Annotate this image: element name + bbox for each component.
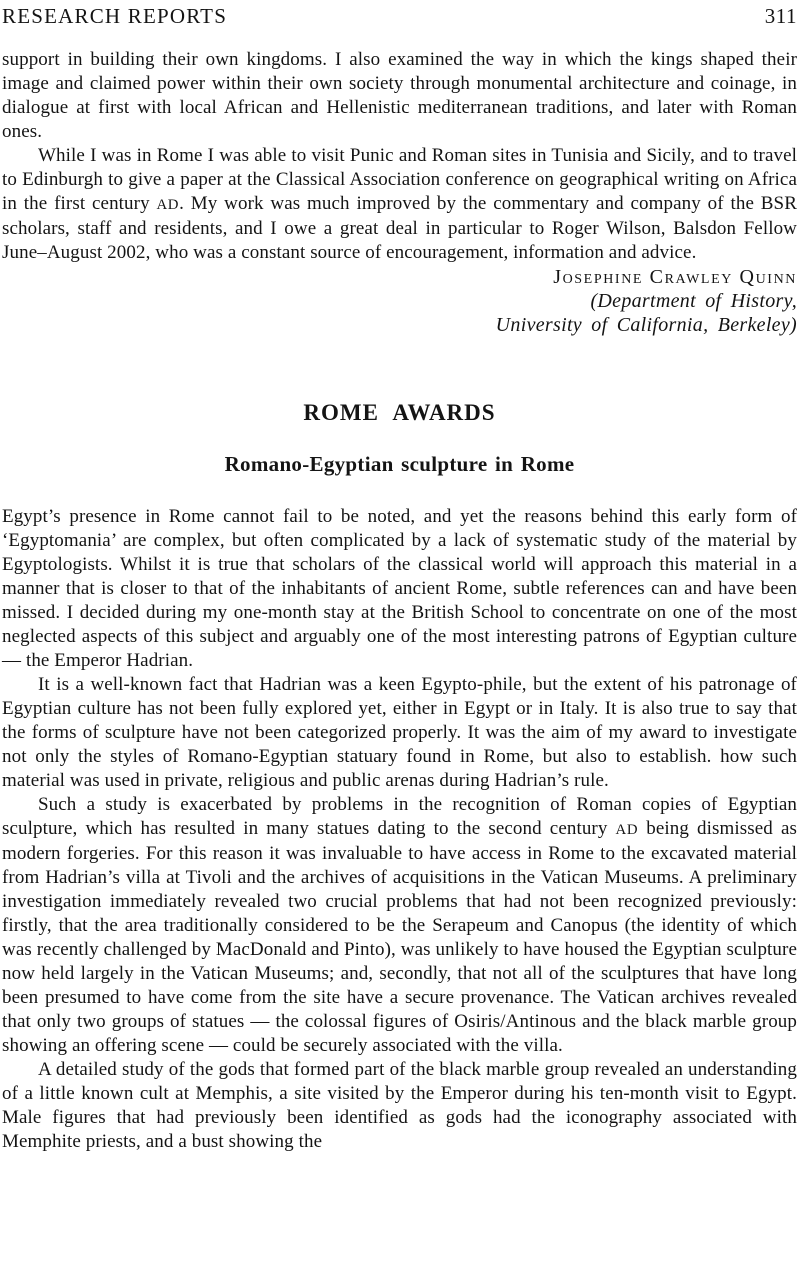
paragraph-text: A detailed study of the gods that formed part of the black marble group revealed an understanding of a little known cult at Memphis, a site visited by the Emperor during his ten-month visit to Egypt. Male figures that had previously been identified as gods had the iconography associated with Memphite priests, and a bust showing the: [2, 1059, 797, 1152]
report-conclusion-body: [2, 48, 797, 265]
paragraph-text: While I was in Rome I was able to visit Punic and Roman sites in Tunisia and Sicily, and to travel to Edinburgh to give a paper at the Classical Association conference on geographical writing on Africa in the first century: [2, 145, 797, 214]
running-header: [2, 4, 797, 28]
paragraph: [2, 505, 797, 673]
paragraph: [2, 1058, 797, 1154]
page-number: 311: [764, 4, 797, 28]
section-heading: ROME AWARDS: [303, 400, 496, 425]
paragraph-text: being dismissed as modern forgeries. For this reason it was invaluable to have access in Rome to the excavated material from Hadrian’s villa at Tivoli and the archives of acquisitions in the Vatican Museums. A preliminary investigation immediately revealed two crucial problems that had not been recognized previously: firstly, that the area traditionally considered to be the Serapeum and Canopus (the identity of which was recently challenged by MacDonald and Pinto), was unlikely to have housed the Egyptian sculpture now held largely in the Vatican Museums; and, secondly, that not all of the sculptures that have long been presumed to have come from the site have a secure provenance. The Vatican archives revealed that only two groups of statues — the colossal figures of Osiris/Antinous and the black marble group showing an offering scene — could be securely associated with the villa.: [2, 818, 798, 1056]
report-title: Romano-Egyptian sculpture in Rome: [224, 452, 575, 476]
author-name: Josephine Crawley Quinn: [553, 266, 797, 288]
paragraph: [2, 144, 797, 265]
report-body: [2, 505, 797, 1154]
paragraph: [2, 673, 797, 793]
paragraph-text: Egypt’s presence in Rome cannot fail to be noted, and yet the reasons behind this early form of ‘Egyptomania’ are complex, but often complicated by a lack of systematic study of the material by Egyptologists. Whilst it is true that scholars of the classical world will approach this material in a manner that is closer to that of the inhabitants of ancient Rome, subtle references can and have been missed. I decided during my one-month stay at the British School to concentrate on one of the most neglected aspects of this subject and arguably one of the most interesting patrons of Egyptian culture — the Emperor Hadrian.: [2, 506, 797, 671]
signature-block: [2, 265, 797, 337]
paragraph-text: It is a well-known fact that Hadrian was a keen Egypto-phile, but the extent of his patronage of Egyptian culture has not been fully explored yet, either in Egypt or in Italy. It is also true to say that the forms of sculpture have not been categorized properly. It was the aim of my award to investigate not only the styles of Romano-Egyptian statuary found in Rome, but also to establish. how such material was used in private, religious and public arenas during Hadrian’s rule.: [2, 674, 797, 791]
paragraph: [2, 793, 797, 1058]
small-caps-text: AD: [156, 197, 180, 213]
author-affiliation-line-2: University of California, Berkeley): [495, 314, 797, 336]
author-affiliation-line-1: (Department of History,: [590, 290, 797, 312]
paragraph-text: support in building their own kingdoms. I also examined the way in which the kings shaped their image and claimed power within their own society through monumental architecture and coinage, in dialogue at first with local African and Hellenistic mediterranean traditions, and later with Roman ones.: [2, 49, 797, 142]
running-header-title: RESEARCH REPORTS: [2, 4, 228, 28]
small-caps-text: AD: [615, 822, 639, 838]
paragraph-text: . My work was much improved by the commentary and company of the BSR scholars, staff and residents, and I owe a great deal in particular to Roger Wilson, Balsdon Fellow June–August 2002, who was a constant source of encouragement, information and advice.: [2, 193, 797, 263]
paragraph: [2, 48, 797, 144]
paragraph-text: Such a study is exacerbated by problems in the recognition of Roman copies of Egyptian sculpture, which has resulted in many statues dating to the second century: [2, 794, 797, 839]
